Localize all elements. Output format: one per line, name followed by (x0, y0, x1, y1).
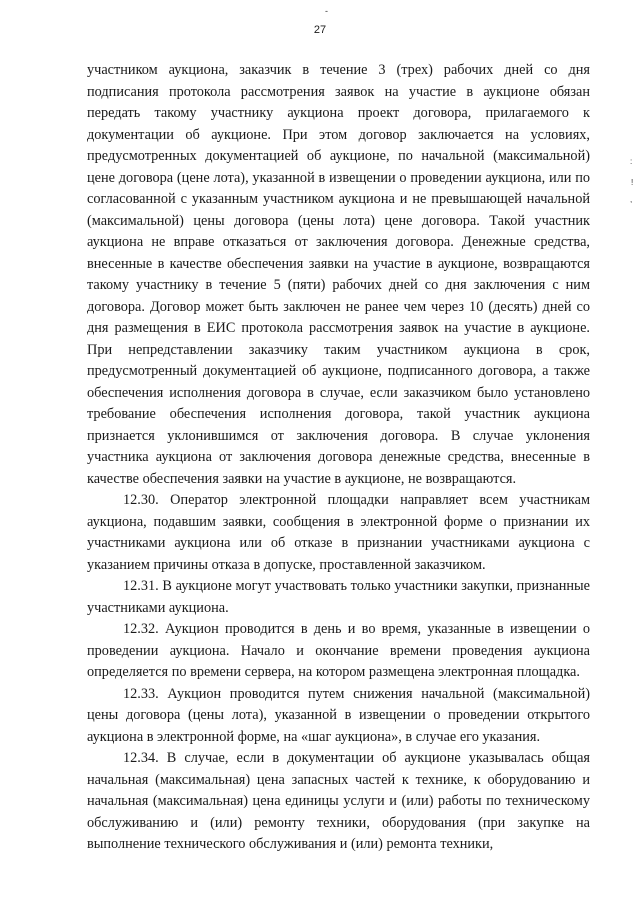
paragraph-12-30: 12.30. Оператор электронной площадки направляет всем участникам аукциона, подавшим заявки, сообщения в электронной форме о признании их участниками аукциона или об отказе в признании участниками аукциона с указанием причины отказа в допуске, проставленной заказчиком. (87, 492, 590, 573)
paragraph-12-32: 12.32. Аукцион проводится в день и во время, указанные в извещении о проведении аукциона. Начало и окончание времени проведения аукциона определяется по времени сервера, на котором размещена электронная площадка. (87, 621, 590, 680)
paragraph-12-34: 12.34. В случае, если в документации об аукционе указывалась общая начальная (максимальная) цена запасных частей к технике, к оборудованию и начальная (максимальная) цена единицы услуги и (или) работы по техническому обслуживанию и (или) ремонту техники, оборудования (при закупке на выполнение технического обслуживания и (или) ремонта техники, (87, 750, 590, 852)
paragraph-continuation: участником аукциона, заказчик в течение 3 (трех) рабочих дней со дня подписания протокола рассмотрения заявок на участие в аукционе обязан передать такому участнику аукциона проект договора, прилагаемого к документации об аукционе. При этом договор заключается на условиях, предусмотренных документацией об аукционе, по начальной (максимальной) цене договора (цене лота), указанной в извещении о проведении аукциона, или по согласованной с указанным участником аукциона и не превышающей начальной (максимальной) цены договора (цены лота) цене договора. Такой участник аукциона не вправе отказаться от заключения договора. Денежные средства, внесенные в качестве обеспечения заявки на участие в аукционе, возвращаются такому участнику в течение 5 (пяти) рабочих дней со дня заключения с ним договора. Договор может быть заключен не ранее чем через 10 (десять) дней со дня размещения в ЕИС протокола рассмотрения заявок на участие в аукционе. При непредставлении заказчику таким участником аукциона в срок, предусмотренный документацией об аукционе, подписанного договора, а также обеспечения исполнения договора в случае, если заказчиком было установлено требование обеспечения исполнения договора, такой участник аукциона признается уклонившимся от заключения договора. В случае уклонения участника аукциона от заключения договора денежные средства, внесенные в качестве обеспечения заявки на участие в аукционе, не возвращаются. (87, 62, 590, 487)
document-body (87, 60, 590, 856)
scan-mark-right-1: : (630, 157, 633, 166)
paragraph-12-33: 12.33. Аукцион проводится путем снижения начальной (максимальной) цены договора (цены лота), указанной в извещении о проведении открытого аукциона в электронной форме, на «шаг аукциона», в случае его указания. (87, 685, 590, 745)
scan-mark-right-3: , (630, 195, 633, 204)
page-number: 27 (313, 24, 327, 36)
scan-mark-top: - (325, 6, 328, 16)
paragraph-12-31: 12.31. В аукционе могут участвовать только участники закупки, признанные участниками аукциона. (87, 578, 590, 616)
scan-mark-right-2: ! (631, 178, 634, 187)
